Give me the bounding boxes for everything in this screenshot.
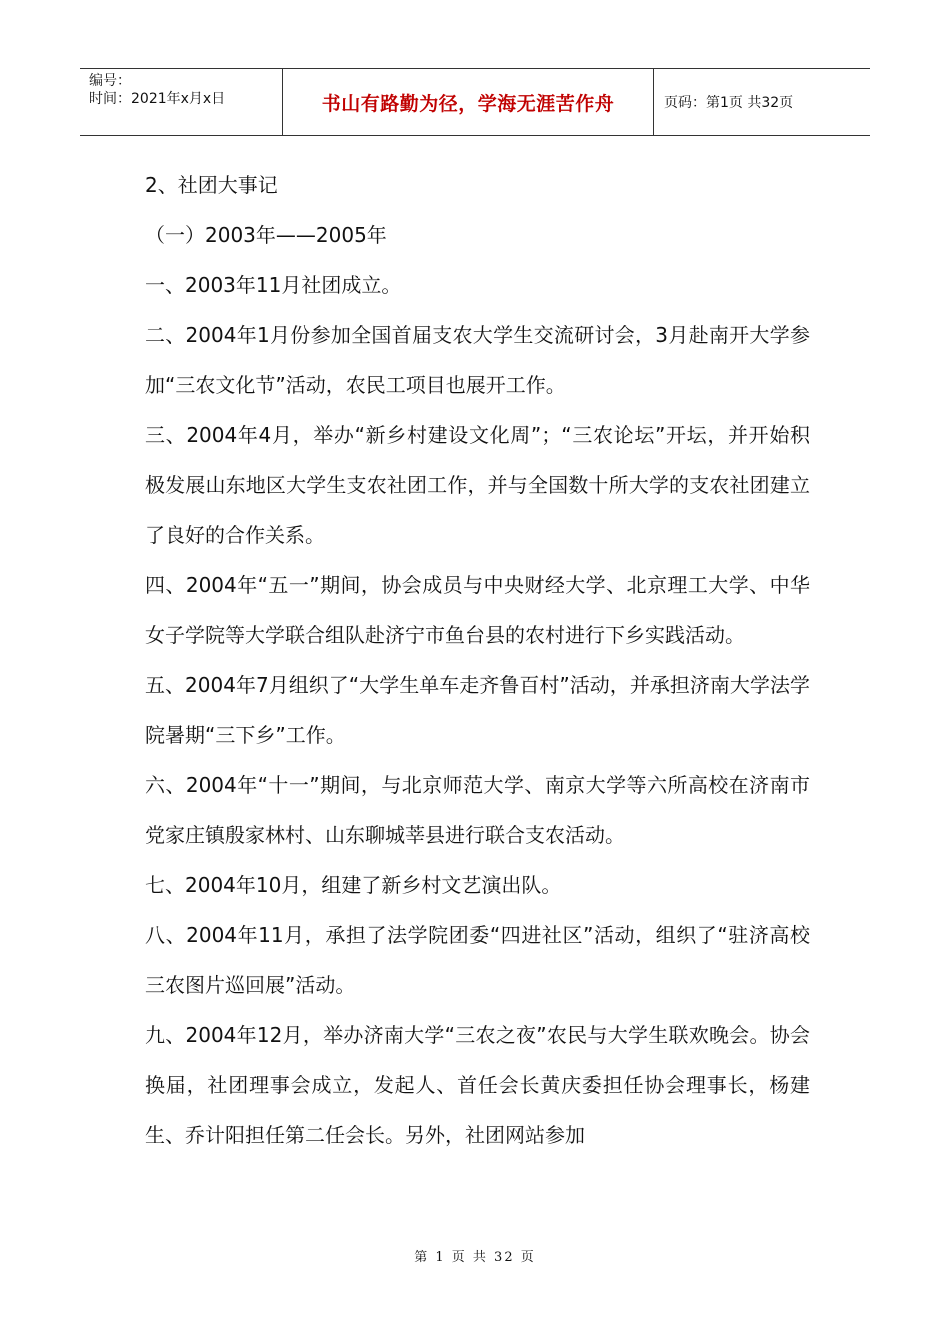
event-paragraph: 三、2004年4月，举办“新乡村建设文化周”；“三农论坛”开坛，并开始积极发展山东地区大学生支农社团工作，并与全国数十所大学的支农社团建立了良好的合作关系。: [145, 423, 810, 547]
event-paragraph: 七、2004年10月，组建了新乡村文艺演出队。: [145, 873, 562, 897]
section-title: 2、社团大事记: [145, 173, 278, 197]
event-paragraph: 二、2004年1月份参加全国首届支农大学生交流研讨会，3月赴南开大学参加“三农文化节”活动，农民工项目也展开工作。: [145, 323, 810, 397]
header-page-cell: [654, 69, 870, 135]
header-info-cell: [80, 69, 282, 135]
event-paragraph: 五、2004年7月组织了“大学生单车走齐鲁百村”活动，并承担济南大学法学院暑期“三下乡”工作。: [145, 673, 810, 747]
event-paragraph: 一、2003年11月社团成立。: [145, 273, 402, 297]
event-paragraph: 九、2004年12月，举办济南大学“三农之夜”农民与大学生联欢晚会。协会换届，社团理事会成立，发起人、首任会长黄庆委担任协会理事长，杨建生、乔计阳担任第二任会长。另外，社团网站参加: [145, 1023, 810, 1147]
serial-number-label: 编号：: [89, 73, 131, 89]
page-footer: 第 1 页 共 32 页: [414, 1250, 536, 1265]
event-paragraph: 四、2004年“五一”期间，协会成员与中央财经大学、北京理工大学、中华女子学院等大学联合组队赴济宁市鱼台县的农村进行下乡实践活动。: [145, 573, 810, 647]
event-paragraph: 六、2004年“十一”期间，与北京师范大学、南京大学等六所高校在济南市党家庄镇殷家林村、山东聊城莘县进行联合支农活动。: [145, 773, 810, 847]
subsection-title: （一）2003年——2005年: [145, 223, 387, 247]
motto-text: 书山有路勤为径，学海无涯苦作舟: [321, 92, 615, 115]
event-paragraph: 八、2004年11月，承担了法学院团委“四进社区”活动，组织了“驻济高校三农图片巡回展”活动。: [145, 923, 810, 997]
page-code: 页码：第1页 共32页: [664, 95, 794, 111]
document-body: [145, 160, 810, 1160]
date-label: 时间：2021年x月x日: [89, 91, 226, 107]
document-header: [80, 68, 870, 136]
header-motto-cell: [282, 69, 654, 135]
